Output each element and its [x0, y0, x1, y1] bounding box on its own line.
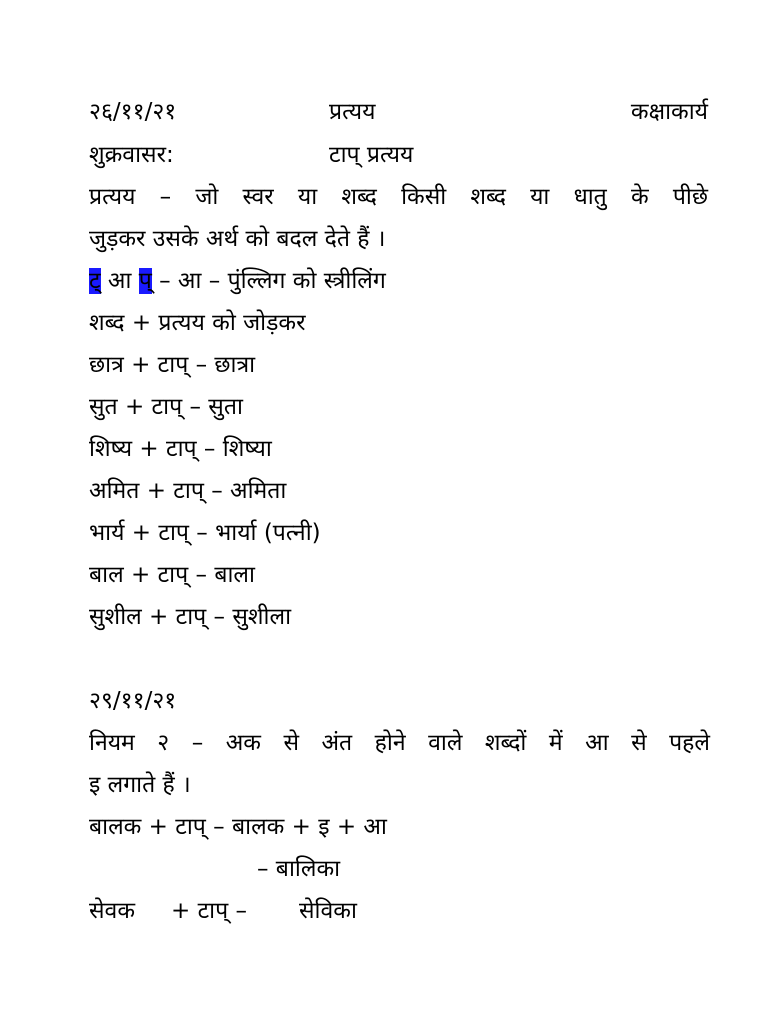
- example-line: बाल + टाप् – बाला: [89, 562, 255, 588]
- section2-example-1: बालक + टाप् – बालक + इ + आ: [89, 814, 387, 840]
- date: २६/११/२१: [89, 99, 177, 125]
- example-line: सुत + टाप् – सुता: [89, 394, 243, 420]
- rule-line-2: शब्द + प्रत्यय को जोड़कर: [89, 310, 306, 336]
- section2-date: २९/११/२१: [89, 688, 177, 714]
- plus-tap: + टाप् –: [171, 898, 248, 924]
- definition-line-2: जुड़कर उसके अर्थ को बदल देते हैं ।: [89, 226, 386, 252]
- subtopic: टाप् प्रत्यय: [329, 142, 414, 168]
- rule-line: [89, 265, 708, 297]
- example-line: भार्य + टाप् – भार्या (पत्नी): [89, 520, 321, 546]
- word-sevak: सेवक: [89, 898, 135, 924]
- result-text: – बालिका: [257, 856, 341, 882]
- rule-mid: आ: [100, 268, 139, 294]
- topic: प्रत्यय: [329, 99, 376, 125]
- highlight-pa: प्: [138, 268, 152, 294]
- day: शुक्रवासर:: [89, 142, 174, 168]
- highlight-ta: ट्: [89, 268, 101, 294]
- definition-line-1: प्रत्यय – जो स्वर या शब्द किसी शब्द या धातु के पीछे: [89, 184, 708, 210]
- example-line: शिष्य + टाप् – शिष्या: [89, 436, 272, 462]
- word-sevika: सेविका: [299, 898, 357, 924]
- section2-rule-line-2: इ लगाते हैं ।: [89, 772, 191, 798]
- section2-rule-line-1: नियम २ – अक से अंत होने वाले शब्दों में आ से पहले: [89, 730, 710, 756]
- example-line: छात्र + टाप् – छात्रा: [89, 352, 256, 378]
- example-line: सुशील + टाप् – सुशीला: [89, 604, 292, 630]
- example-line: अमित + टाप् – अमिता: [89, 478, 287, 504]
- work-type: कक्षाकार्य: [630, 99, 708, 125]
- rule-rest: – आ – पुंल्लिग को स्त्रीलिंग: [151, 268, 386, 294]
